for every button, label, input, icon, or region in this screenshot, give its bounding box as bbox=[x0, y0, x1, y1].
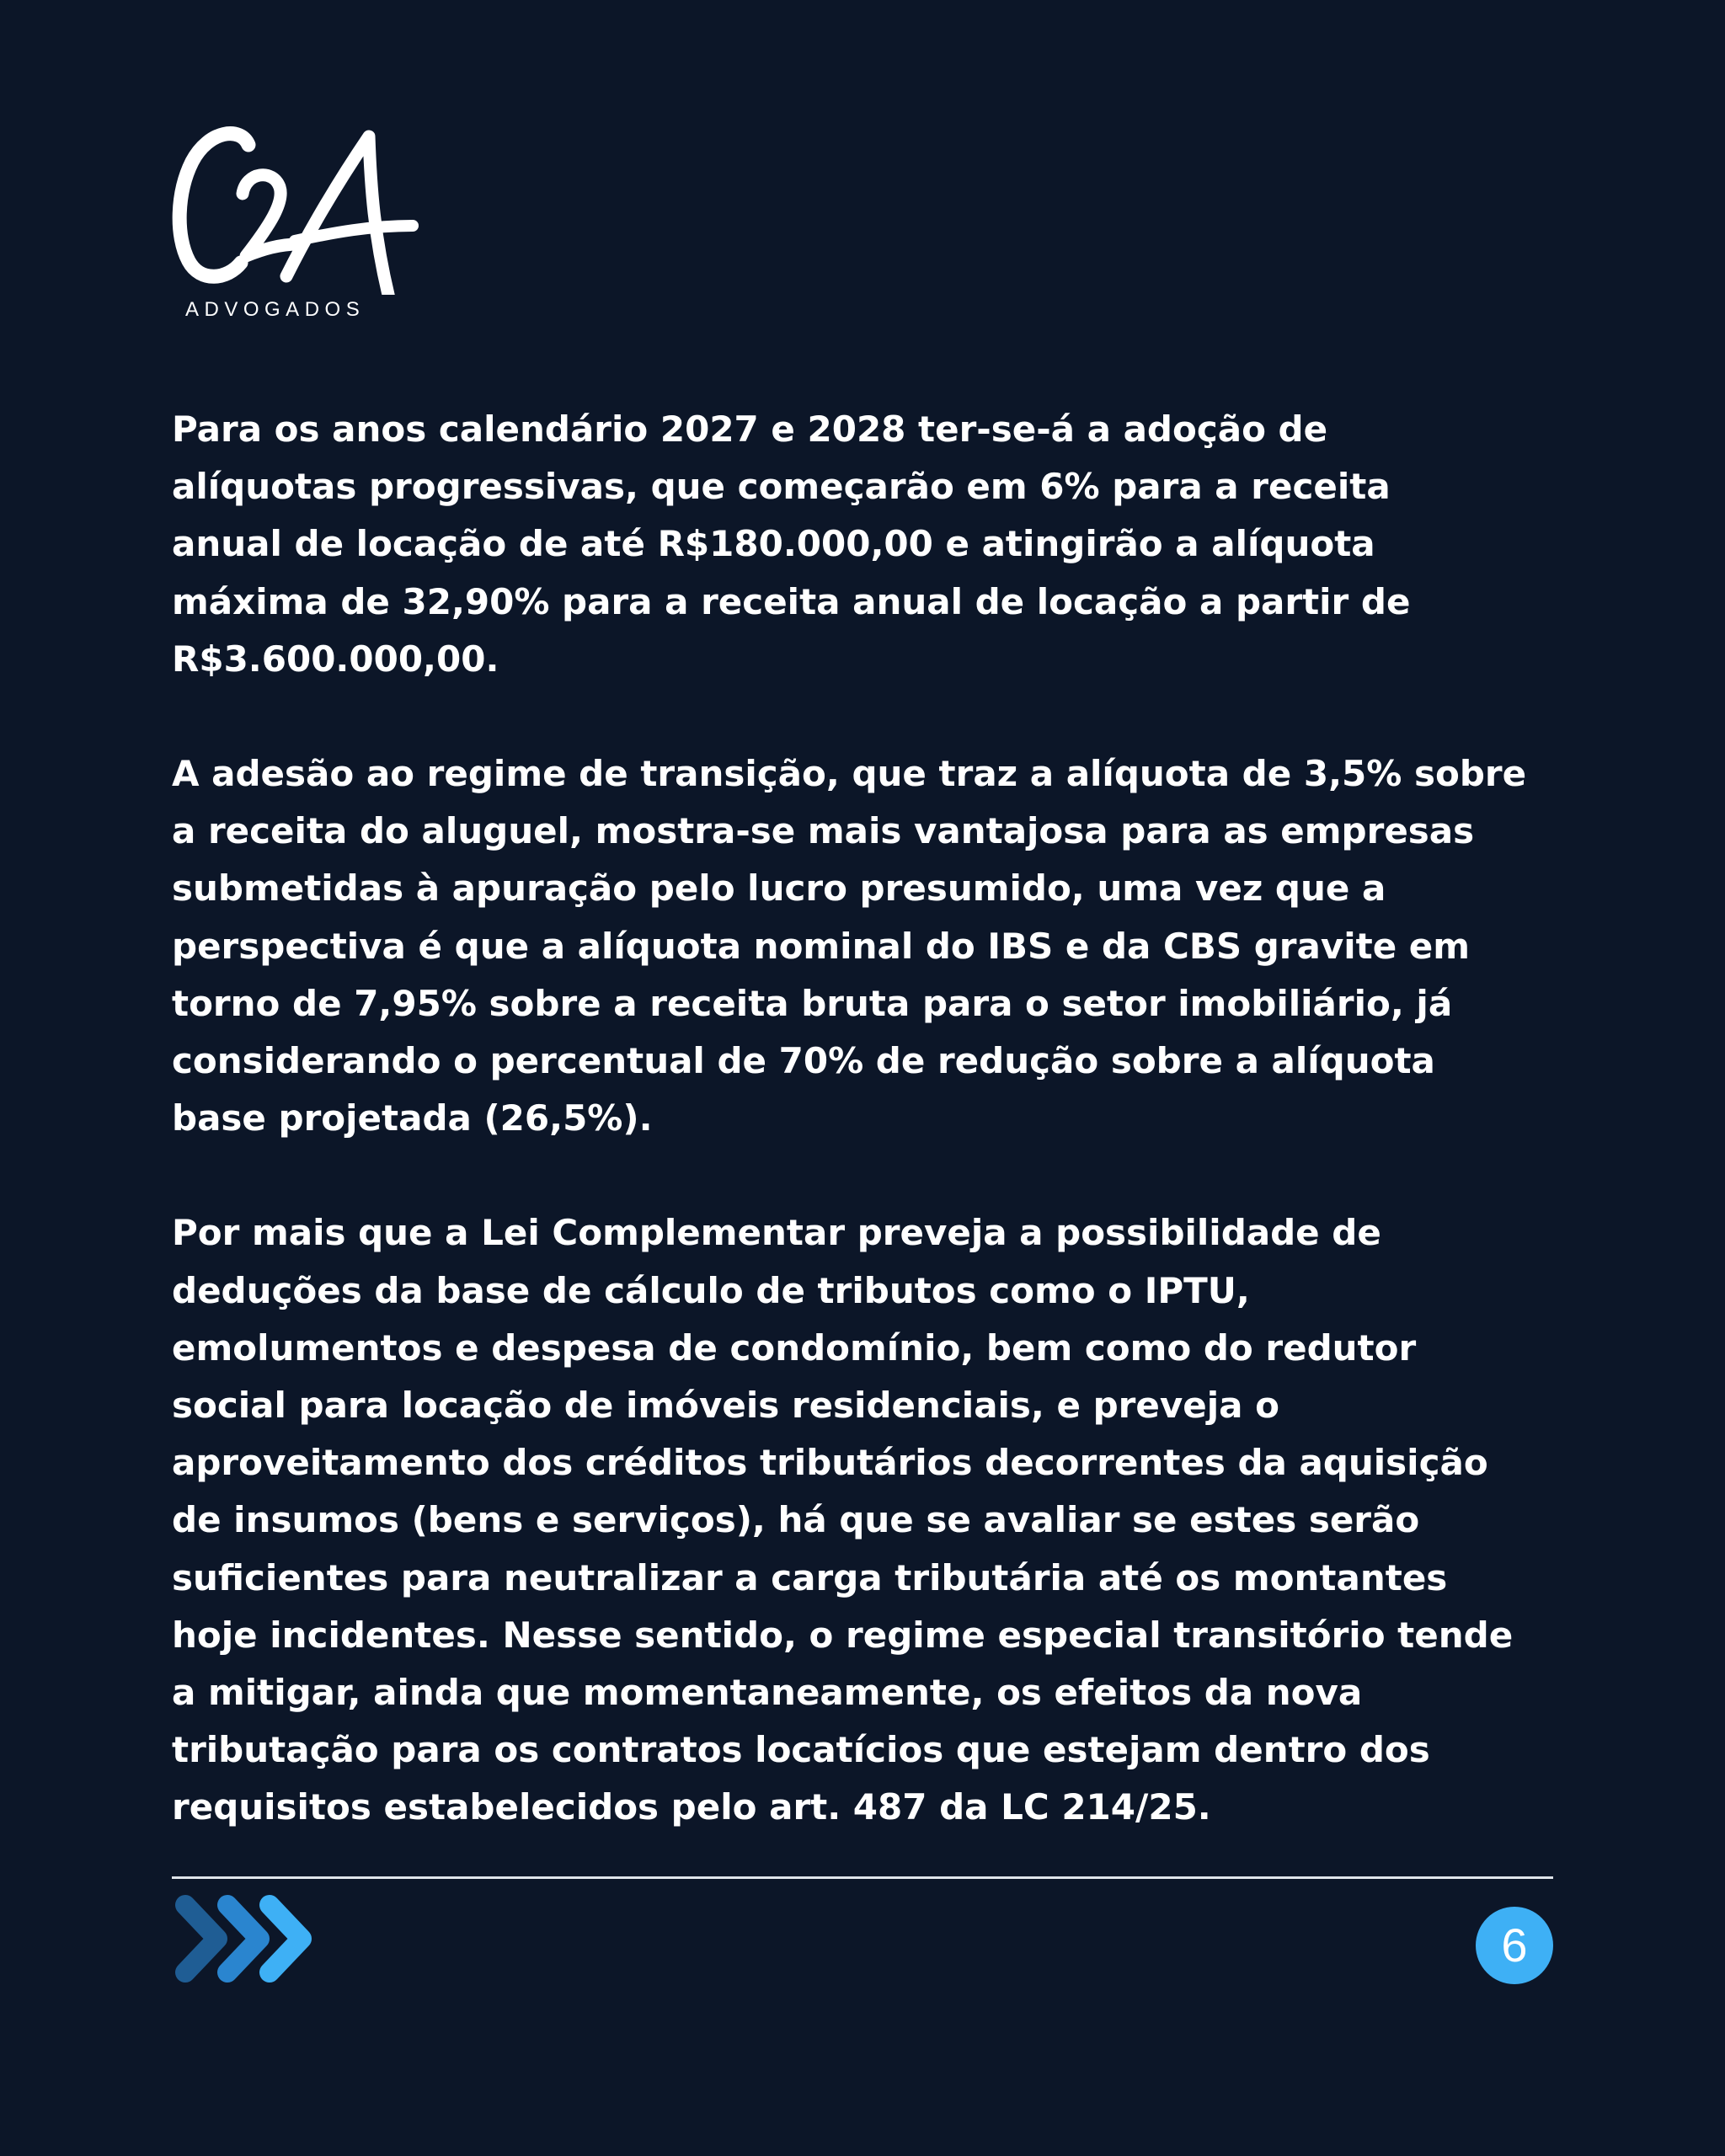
paragraph-line: aproveitamento dos créditos tributários decorrentes da aquisição bbox=[172, 1442, 1488, 1484]
paragraph-2 bbox=[172, 745, 1553, 1147]
logo-wordmark: ADVOGADOS bbox=[185, 298, 366, 321]
chevron-light bbox=[270, 1905, 302, 1972]
paragraph-line: de insumos (bens e serviços), há que se avaliar se estes serão bbox=[172, 1499, 1420, 1541]
paragraph-line: emolumentos e despesa de condomínio, bem como do redutor bbox=[172, 1326, 1417, 1369]
paragraph-line: máxima de 32,90% para a receita anual de locação a partir de bbox=[172, 580, 1411, 622]
c2a-logo-mark bbox=[168, 118, 421, 295]
paragraph-line: requisitos estabelecidos pelo art. 487 da LC 214/25. bbox=[172, 1786, 1211, 1828]
footer-divider bbox=[172, 1876, 1553, 1879]
paragraph-line: base projetada (26,5%). bbox=[172, 1097, 653, 1139]
paragraph-line: a mitigar, ainda que momentaneamente, os efeitos da nova bbox=[172, 1672, 1363, 1714]
paragraph-line: a receita do aluguel, mostra-se mais vantajosa para as empresas bbox=[172, 810, 1475, 852]
paragraph-1 bbox=[172, 401, 1553, 688]
paragraph-line: Por mais que a Lei Complementar preveja a possibilidade de bbox=[172, 1212, 1381, 1254]
paragraph-line: R$3.600.000,00. bbox=[172, 638, 499, 680]
paragraph-3 bbox=[172, 1204, 1553, 1836]
c2a-advogados-logo bbox=[168, 118, 421, 328]
paragraph-line: anual de locação de até R$180.000,00 e atingirão a alíquota bbox=[172, 523, 1375, 565]
paragraph-line: A adesão ao regime de transição, que traz a alíquota de 3,5% sobre bbox=[172, 753, 1527, 795]
paragraph-line: hoje incidentes. Nesse sentido, o regime especial transitório tende bbox=[172, 1614, 1514, 1656]
paragraph-line: torno de 7,95% sobre a receita bruta para o setor imobiliário, já bbox=[172, 982, 1453, 1024]
paragraph-line: submetidas à apuração pelo lucro presumido, uma vez que a bbox=[172, 867, 1386, 910]
chevron-dark bbox=[185, 1905, 217, 1972]
paragraph-line: perspectiva é que a alíquota nominal do IBS e da CBS gravite em bbox=[172, 925, 1471, 967]
triple-chevron-right-icon bbox=[172, 1892, 315, 1986]
paragraph-line: Para os anos calendário 2027 e 2028 ter-se-á a adoção de bbox=[172, 408, 1328, 450]
paragraph-line: social para locação de imóveis residenciais, e preveja o bbox=[172, 1385, 1279, 1427]
paragraph-line: deduções da base de cálculo de tributos como o IPTU, bbox=[172, 1269, 1250, 1311]
paragraph-line: tributação para os contratos locatícios que estejam dentro dos bbox=[172, 1729, 1430, 1771]
paragraph-line: alíquotas progressivas, que começarão em 6% para a receita bbox=[172, 466, 1391, 508]
page-number-badge: 6 bbox=[1476, 1907, 1553, 1984]
paragraph-line: considerando o percentual de 70% de redução sobre a alíquota bbox=[172, 1040, 1435, 1082]
paragraph-line: suficientes para neutralizar a carga tributária até os montantes bbox=[172, 1556, 1448, 1598]
article-body bbox=[172, 401, 1553, 1894]
chevron-mid bbox=[227, 1905, 259, 1972]
